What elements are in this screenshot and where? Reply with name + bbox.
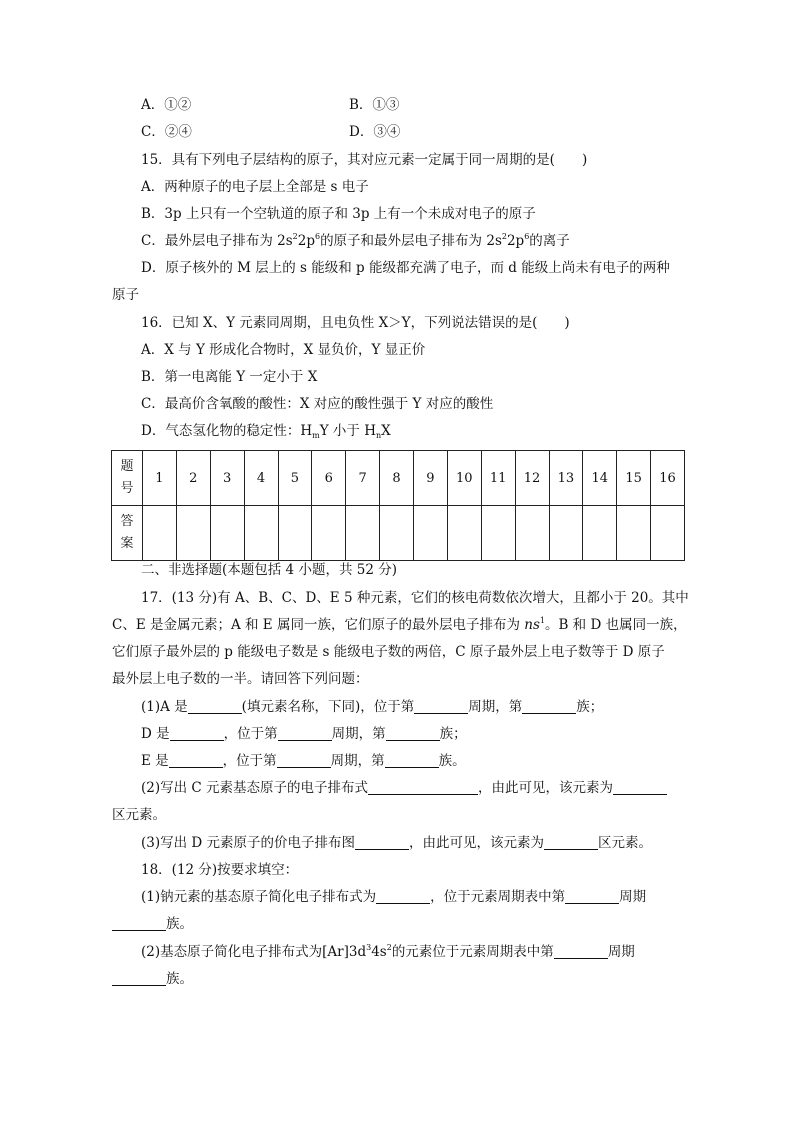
- question-number-cell: 5: [278, 451, 312, 506]
- answer-cell[interactable]: [278, 506, 312, 561]
- answer-cell[interactable]: [312, 506, 346, 561]
- answer-cell[interactable]: [210, 506, 244, 561]
- q15-option-b: B．3p 上只有一个空轨道的原子和 3p 上有一个未成对电子的原子: [141, 206, 536, 222]
- q15-option-c: C．最外层电子排布为 $2s^22p^6$的原子和最外层电子排布为 $2s^22p^6$的离子: [141, 232, 570, 249]
- answer-table: [111, 450, 685, 561]
- q17-e-period-blank[interactable]: [277, 753, 331, 768]
- question-number-cell: 10: [447, 451, 481, 506]
- q17-part2: (2)写出 C 元素基态原子的电子排布式 ，由此可见，该元素为: [141, 778, 667, 798]
- question-number-cell: 1: [143, 451, 177, 506]
- q16-d-mid: Y 小于 H: [319, 423, 376, 439]
- question-number-cell: 13: [549, 451, 583, 506]
- q17-a-period-blank[interactable]: [414, 699, 468, 714]
- q14-option-b: B．①③: [349, 97, 400, 113]
- answer-cell[interactable]: [447, 506, 481, 561]
- answer-cell[interactable]: [515, 506, 549, 561]
- q15-option-a: A．两种原子的电子层上全部是 s 电子: [141, 179, 369, 195]
- question-number-cell: 3: [210, 451, 244, 506]
- answer-cell[interactable]: [244, 506, 278, 561]
- q15-option-d-line1: D．原子核外的 M 层上的 s 能级和 p 能级都充满了电子，而 d 能级上尚未有电子的两种: [141, 260, 670, 276]
- answer-cell[interactable]: [143, 506, 177, 561]
- answer-cell[interactable]: [583, 506, 617, 561]
- answer-cell[interactable]: [617, 506, 651, 561]
- answer-cell[interactable]: [549, 506, 583, 561]
- q18-part1: (1)钠元素的基态原子简化电子排布式为 ，位于元素周期表中第 周期: [141, 889, 647, 905]
- q16-d-pre: D．气态氢化物的稳定性：H: [141, 423, 313, 439]
- q18-part1-tail: 族。: [112, 914, 193, 934]
- question-number-cell: 14: [583, 451, 617, 506]
- q18-part2-tail: 族。: [112, 969, 193, 989]
- q17-c-block-blank[interactable]: [613, 780, 667, 795]
- q17-a-name-blank[interactable]: [188, 699, 242, 714]
- q15-option-d-line2: 原子: [112, 287, 139, 303]
- q16-option-b: B．第一电离能 Y 一定小于 X: [141, 369, 318, 385]
- q17-d-period-blank[interactable]: [278, 726, 332, 741]
- q15-c-post: 的离子: [529, 233, 570, 249]
- q18-period-blank[interactable]: [554, 944, 608, 959]
- question-number-cell: 8: [380, 451, 414, 506]
- question-number-cell: 15: [617, 451, 651, 506]
- answer-cell[interactable]: [414, 506, 448, 561]
- q17-e-name-blank[interactable]: [169, 753, 223, 768]
- question-number-cell: 6: [312, 451, 346, 506]
- q17-part1-d: D 是 ，位于第 周期，第 族；: [141, 726, 467, 742]
- q17-part1-e: E 是 ，位于第 周期，第 族。: [141, 753, 466, 769]
- q18-na-group-blank[interactable]: [112, 916, 166, 931]
- q17-part3: (3)写出 D 元素原子的价电子排布图 ，由此可见，该元素为 区元素。: [141, 835, 653, 851]
- answer-cell[interactable]: [481, 506, 515, 561]
- question-number-cell: 11: [481, 451, 515, 506]
- q14-option-c: C．②④: [141, 124, 192, 140]
- q17-a-group-blank[interactable]: [522, 699, 576, 714]
- question-number-cell: 9: [414, 451, 448, 506]
- answer-table-number-header: 题 号: [112, 451, 143, 506]
- q17-line4: 最外层上电子数的一半。请回答下列问题：: [112, 671, 369, 687]
- answer-table-answer-header: 答 案: [112, 506, 143, 561]
- q17-c-config-blank[interactable]: [368, 780, 478, 795]
- q14-option-d: D．③④: [349, 124, 401, 140]
- q16-stem: 16．已知 X、Y 元素同周期，且电负性 X＞Y，下列说法错误的是( ): [141, 315, 570, 331]
- q17-line1: 17．(13 分)有 A、B、C、D、E 5 种元素，它们的核电荷数依次增大，且都小于 20。其中: [141, 590, 689, 606]
- answer-table-answer-row: [112, 506, 685, 561]
- q17-d-block-blank[interactable]: [544, 835, 598, 850]
- q14-option-a: A．①②: [141, 97, 192, 113]
- q17-part1-a: (1)A 是 (填元素名称，下同)，位于第 周期，第 族；: [141, 699, 604, 715]
- question-number-cell: 16: [651, 451, 685, 506]
- q15-c-pre: C．最外层电子排布为 2s: [141, 233, 293, 249]
- q16-option-a: A．X 与 Y 形成化合物时，X 显负价，Y 显正价: [141, 342, 426, 358]
- q18-stem: 18．(12 分)按要求填空：: [141, 862, 299, 878]
- q15-c-mid: 的原子和最外层电子排布为 2s: [320, 233, 502, 249]
- q17-d-group-blank[interactable]: [386, 726, 440, 741]
- answer-table-number-row: [112, 451, 685, 506]
- q18-group-blank[interactable]: [112, 971, 166, 986]
- answer-cell[interactable]: [346, 506, 380, 561]
- q17-line3: 它们原子最外层的 p 能级电子数是 s 能级电子数的两倍，C 原子最外层上电子数等于 D 原子: [112, 644, 665, 660]
- q18-na-period-blank[interactable]: [565, 889, 619, 904]
- answer-cell[interactable]: [380, 506, 414, 561]
- q15-stem: 15．具有下列电子层结构的原子，其对应元素一定属于同一周期的是( ): [141, 152, 588, 168]
- question-number-cell: 4: [244, 451, 278, 506]
- q16-option-d: D．气态氢化物的稳定性：$H_mY$ 小于 $H_nX$: [141, 423, 391, 440]
- question-number-cell: 12: [515, 451, 549, 506]
- q16-d-post: X: [381, 423, 391, 439]
- q17-d-orbital-blank[interactable]: [355, 835, 409, 850]
- section2-title: 二、非选择题(本题包括 4 小题，共 52 分): [141, 562, 397, 578]
- q17-part2-tail: 区元素。: [112, 807, 166, 823]
- question-number-cell: 2: [176, 451, 210, 506]
- q17-line2: C、E 是金属元素；A 和 E 属同一族，它们原子的最外层电子排布为 $ns^1$。B 和 D 也属同一族，: [112, 616, 687, 633]
- answer-cell[interactable]: [651, 506, 685, 561]
- answer-cell[interactable]: [176, 506, 210, 561]
- q18-na-config-blank[interactable]: [376, 889, 430, 904]
- q17-d-name-blank[interactable]: [170, 726, 224, 741]
- question-number-cell: 7: [346, 451, 380, 506]
- q16-option-c: C．最高价含氧酸的酸性：X 对应的酸性强于 Y 对应的酸性: [141, 396, 494, 412]
- q18-part2: (2)基态原子简化电子排布式为$[Ar]3d^34s^2$的元素位于元素周期表中第 周期: [141, 943, 635, 960]
- q17-e-group-blank[interactable]: [385, 753, 439, 768]
